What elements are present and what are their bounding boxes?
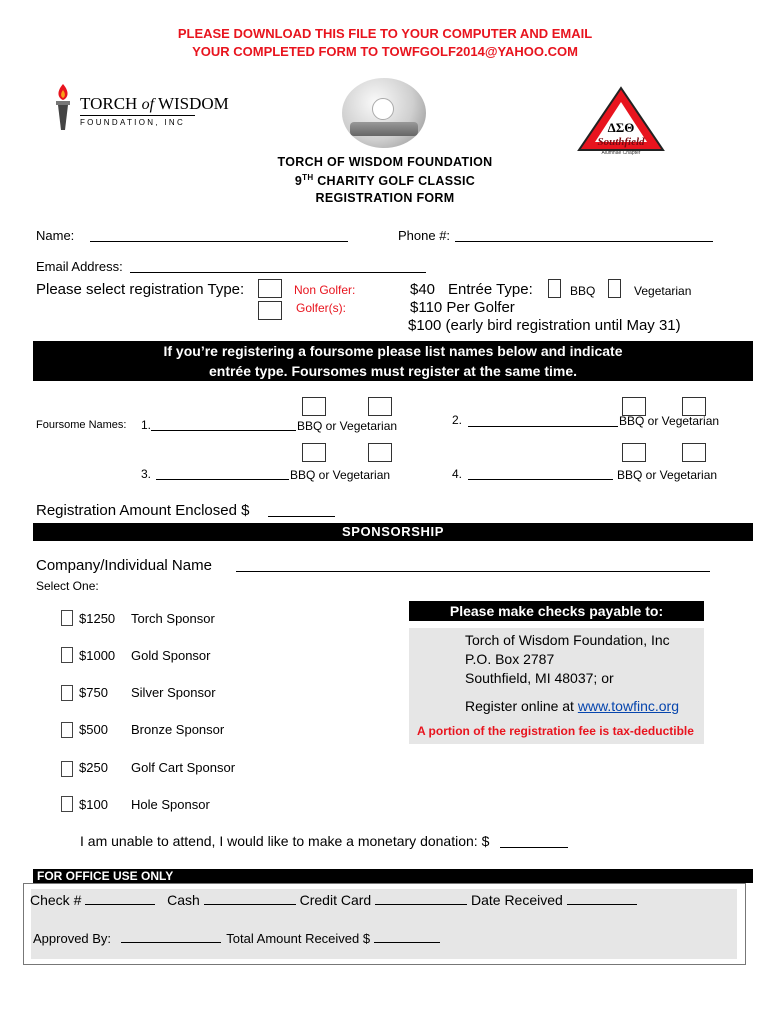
foursome-n2: 2.: [452, 413, 463, 427]
date-field[interactable]: [567, 904, 637, 905]
approved-label: Approved By:: [33, 931, 112, 946]
sponsor-250-amount: $250: [79, 760, 108, 775]
vegetarian-label: Vegetarian: [634, 284, 692, 298]
checks-payable-banner: Please make checks payable to:: [409, 601, 704, 621]
date-label: Date Received: [470, 892, 563, 908]
sponsor-1250-amount: $1250: [79, 611, 116, 626]
sponsor-1250-name: Torch Sponsor: [131, 611, 215, 626]
foursome-3-veg-box[interactable]: [368, 443, 392, 462]
sponsor-250-checkbox[interactable]: [61, 761, 73, 777]
sponsor-500-name: Bronze Sponsor: [131, 722, 225, 737]
title-line3: REGISTRATION FORM: [315, 191, 455, 205]
foursome-3-choice: BBQ or Vegetarian: [290, 468, 391, 482]
foursome-4-bbq-box[interactable]: [622, 443, 646, 462]
amount-enclosed-field[interactable]: [268, 516, 335, 517]
sponsor-100-amount: $100: [79, 797, 108, 812]
total-field[interactable]: [374, 942, 440, 943]
checks-payable-box: [409, 628, 704, 744]
sponsor-1000-amount: $1000: [79, 648, 116, 663]
bbq-checkbox[interactable]: [548, 279, 561, 298]
sponsor-750-checkbox[interactable]: [61, 685, 73, 701]
foursome-1-choice: BBQ or Vegetarian: [297, 419, 398, 433]
logo-script: Southfield: [597, 136, 645, 148]
sponsor-500-amount: $500: [79, 722, 108, 737]
foursome-4-choice: BBQ or Vegetarian: [617, 468, 718, 482]
price-110: $110 Per Golfer: [410, 299, 515, 316]
donation-field[interactable]: [500, 847, 568, 848]
tax-deductible-note: A portion of the registration fee is tax-deductible: [417, 724, 694, 738]
foursome-n1: 1.: [141, 418, 152, 432]
payee-line2: P.O. Box 2787: [465, 651, 555, 667]
payee-line1: Torch of Wisdom Foundation, Inc: [465, 632, 670, 648]
logo-torch: TORCH: [80, 94, 138, 113]
foursome-1-bbq-box[interactable]: [302, 397, 326, 416]
foursome-n3: 3.: [141, 467, 152, 481]
delta-sigma-theta-logo: [575, 84, 667, 156]
vegetarian-checkbox[interactable]: [608, 279, 621, 298]
approved-field[interactable]: [121, 942, 221, 943]
golfers-label: Golfer(s):: [296, 301, 347, 315]
company-label: Company/Individual Name: [36, 557, 212, 574]
payee-line3: Southfield, MI 48037; or: [465, 670, 614, 686]
office-use-banner: FOR OFFICE USE ONLY: [33, 869, 753, 883]
logo-foundation: FOUNDATION, INC: [80, 118, 186, 127]
title-line1: TORCH OF WISDOM FOUNDATION: [277, 155, 493, 169]
non-golfer-checkbox[interactable]: [258, 279, 282, 298]
credit-field[interactable]: [375, 904, 467, 905]
foursome-1-veg-box[interactable]: [368, 397, 392, 416]
company-field[interactable]: [236, 571, 710, 572]
non-golfer-label: Non Golfer:: [294, 283, 356, 297]
entree-type-label: Entrée Type:: [448, 281, 533, 298]
register-online: Register online at www.towfinc.org: [465, 698, 679, 714]
cash-field[interactable]: [204, 904, 296, 905]
logo-of: of: [141, 96, 155, 113]
office-row1: [30, 892, 637, 908]
select-one-label: Select One:: [36, 579, 99, 593]
sponsor-250-name: Golf Cart Sponsor: [131, 760, 236, 775]
email-label: Email Address:: [36, 259, 123, 274]
cash-label: Cash: [167, 892, 200, 908]
reg-type-label: Please select registration Type:: [36, 281, 245, 298]
foursome-2-choice: BBQ or Vegetarian: [619, 414, 720, 428]
sponsor-100-checkbox[interactable]: [61, 796, 73, 812]
price-100: $100 (early bird registration until May 31): [408, 317, 681, 334]
logo-wisdom: WISDOM: [157, 94, 229, 113]
check-label: Check #: [30, 892, 82, 908]
foursome-2-name-field[interactable]: [468, 426, 618, 427]
sponsor-1000-checkbox[interactable]: [61, 647, 73, 663]
foursome-names-label: Foursome Names:: [36, 419, 127, 431]
title-line2: 9TH CHARITY GOLF CLASSIC: [294, 173, 476, 189]
total-label: Total Amount Received $: [226, 931, 371, 946]
office-use-box: [23, 883, 746, 965]
office-row2: [33, 931, 440, 946]
phone-field[interactable]: [455, 241, 713, 242]
check-field[interactable]: [85, 904, 155, 905]
sponsor-500-checkbox[interactable]: [61, 722, 73, 738]
sponsor-1250-checkbox[interactable]: [61, 610, 73, 626]
foursome-n4: 4.: [452, 467, 463, 481]
torch-of-wisdom-logo: [52, 82, 229, 138]
foursome-3-name-field[interactable]: [156, 479, 289, 480]
torch-icon: [52, 82, 74, 134]
bbq-label: BBQ: [570, 284, 596, 298]
sponsor-100-name: Hole Sponsor: [131, 797, 210, 812]
download-notice-line2: YOUR COMPLETED FORM TO TOWFGOLF2014@YAHOO.COM: [192, 44, 578, 59]
golf-ball-image: [342, 78, 426, 148]
foursome-1-name-field[interactable]: [151, 430, 296, 431]
credit-label: Credit Card: [299, 892, 372, 908]
golfers-checkbox[interactable]: [258, 301, 282, 320]
logo-sub: Alumnae Chapter: [601, 150, 641, 156]
foursome-banner: If you’re registering a foursome please list names below and indicate entrée type. Foursomes must register at the same time.: [33, 341, 753, 381]
sponsorship-banner: SPONSORSHIP: [33, 523, 753, 541]
email-field[interactable]: [130, 272, 426, 273]
website-link[interactable]: www.towfinc.org: [577, 698, 679, 714]
name-field[interactable]: [90, 241, 348, 242]
download-notice-line1: PLEASE DOWNLOAD THIS FILE TO YOUR COMPUTER AND EMAIL: [177, 26, 593, 41]
foursome-4-veg-box[interactable]: [682, 443, 706, 462]
foursome-3-bbq-box[interactable]: [302, 443, 326, 462]
foursome-4-name-field[interactable]: [468, 479, 613, 480]
sponsor-750-amount: $750: [79, 685, 108, 700]
greek-letters: ΔΣΘ: [607, 120, 635, 135]
name-label: Name:: [36, 228, 75, 243]
price-40: $40: [410, 281, 436, 298]
donation-label: I am unable to attend, I would like to make a monetary donation: $: [80, 833, 490, 849]
amount-enclosed-label: Registration Amount Enclosed $: [36, 502, 250, 519]
sponsor-750-name: Silver Sponsor: [131, 685, 216, 700]
sponsor-1000-name: Gold Sponsor: [131, 648, 211, 663]
phone-label: Phone #:: [398, 228, 451, 243]
